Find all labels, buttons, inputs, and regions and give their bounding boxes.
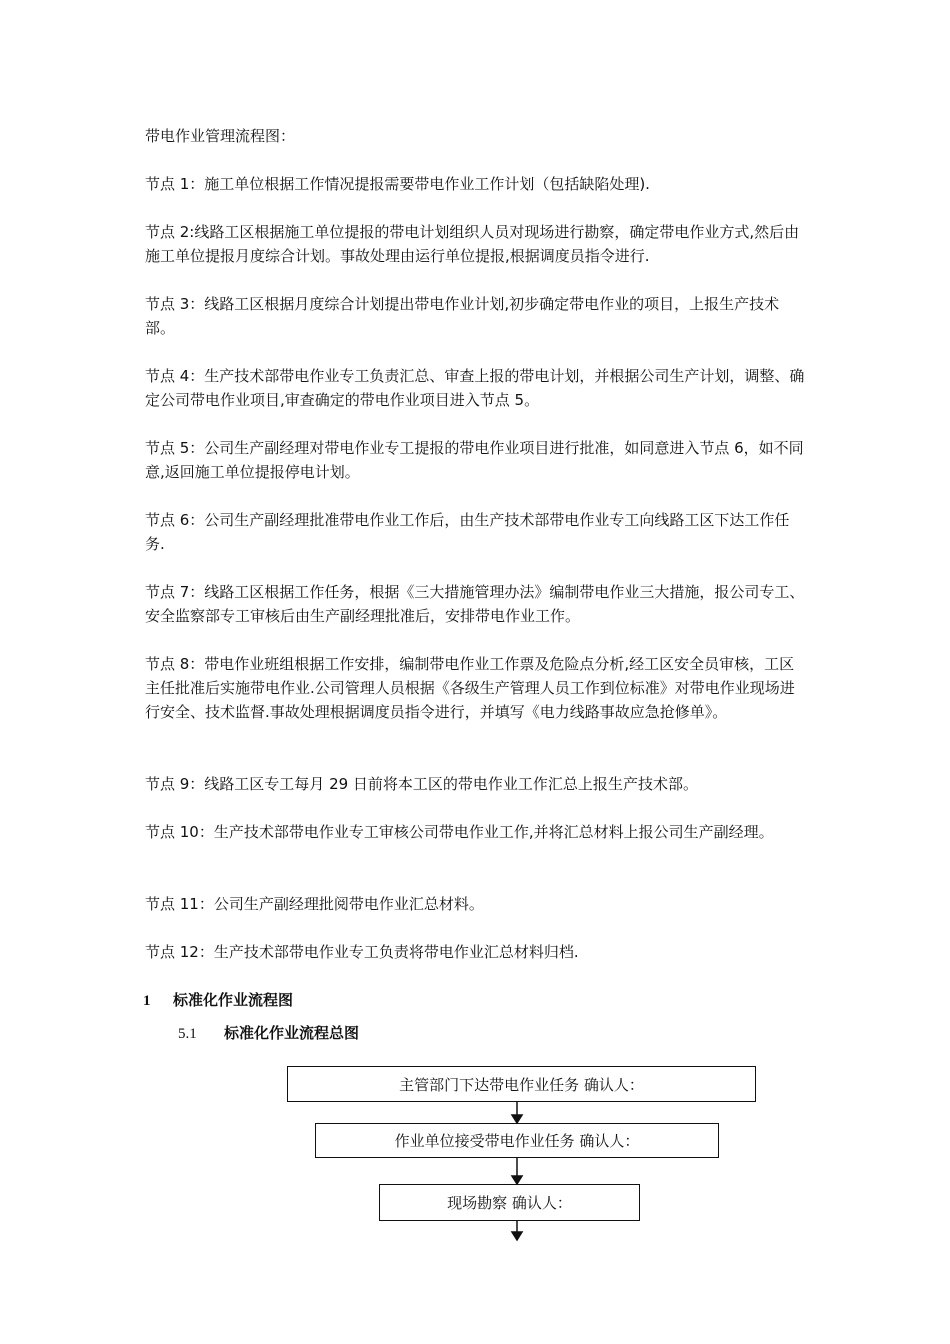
node-9-paragraph: 节点 9：线路工区专工每月 29 日前将本工区的带电作业工作汇总上报生产技术部。 — [145, 775, 698, 793]
node-7-paragraph: 节点 7：线路工区根据工作任务，根据《三大措施管理办法》编制带电作业三大措施，报公司专工、安全监察部专工审核后由生产副经理批准后，安排带电作业工作。 — [145, 583, 805, 625]
document-title: 带电作业管理流程图： — [145, 127, 296, 145]
section-5-1-title: 标准化作业流程总图 — [224, 1024, 360, 1042]
node-6-paragraph: 节点 6：公司生产副经理批准带电作业工作后，由生产技术部带电作业专工向线路工区下达工作任务. — [145, 511, 790, 553]
node-4-paragraph: 节点 4：生产技术部带电作业专工负责汇总、审查上报的带电计划，并根据公司生产计划，调整、确定公司带电作业项目,审查确定的带电作业项目进入节点 5。 — [145, 367, 805, 409]
node-3-paragraph: 节点 3：线路工区根据月度综合计划提出带电作业计划,初步确定带电作业的项目，上报生产技术部。 — [145, 295, 780, 337]
flowchart-step-1: 主管部门下达带电作业任务 确认人： — [287, 1066, 756, 1102]
node-11-paragraph: 节点 11：公司生产副经理批阅带电作业汇总材料。 — [145, 895, 484, 913]
flowchart-step-3: 现场勘察 确认人： — [379, 1184, 640, 1221]
node-2-paragraph: 节点 2:线路工区根据施工单位提报的带电计划组织人员对现场进行勘察，确定带电作业方式,然后由施工单位提报月度综合计划。事故处理由运行单位提报,根据调度员指令进行. — [145, 223, 800, 265]
section-1-number: 1 — [143, 993, 151, 1009]
node-12-paragraph: 节点 12：生产技术部带电作业专工负责将带电作业汇总材料归档. — [145, 943, 579, 961]
flow-arrow-3-head — [512, 1232, 522, 1240]
node-5-paragraph: 节点 5：公司生产副经理对带电作业专工提报的带电作业项目进行批准，如同意进入节点 6，如不同意,返回施工单位提报停电计划。 — [145, 439, 804, 481]
node-8-paragraph: 节点 8：带电作业班组根据工作安排，编制带电作业工作票及危险点分析,经工区安全员审核，工区主任批准后实施带电作业.公司管理人员根据《各级生产管理人员工作到位标准》对带电作业现场进行安全、技术监督.事故处理根据调度员指令进行，并填写《电力线路事故应急抢修单》。 — [145, 655, 795, 721]
node-10-paragraph: 节点 10：生产技术部带电作业专工审核公司带电作业工作,并将汇总材料上报公司生产副经理。 — [145, 823, 774, 841]
section-1-title: 标准化作业流程图 — [173, 991, 294, 1009]
node-1-paragraph: 节点 1：施工单位根据工作情况提报需要带电作业工作计划（包括缺陷处理). — [145, 175, 650, 193]
flowchart-step-2: 作业单位接受带电作业任务 确认人： — [315, 1123, 719, 1158]
flow-arrow-1-head — [512, 1115, 522, 1123]
section-5-1-number: 5.1 — [178, 1026, 197, 1042]
flow-arrow-2-head — [512, 1176, 522, 1184]
